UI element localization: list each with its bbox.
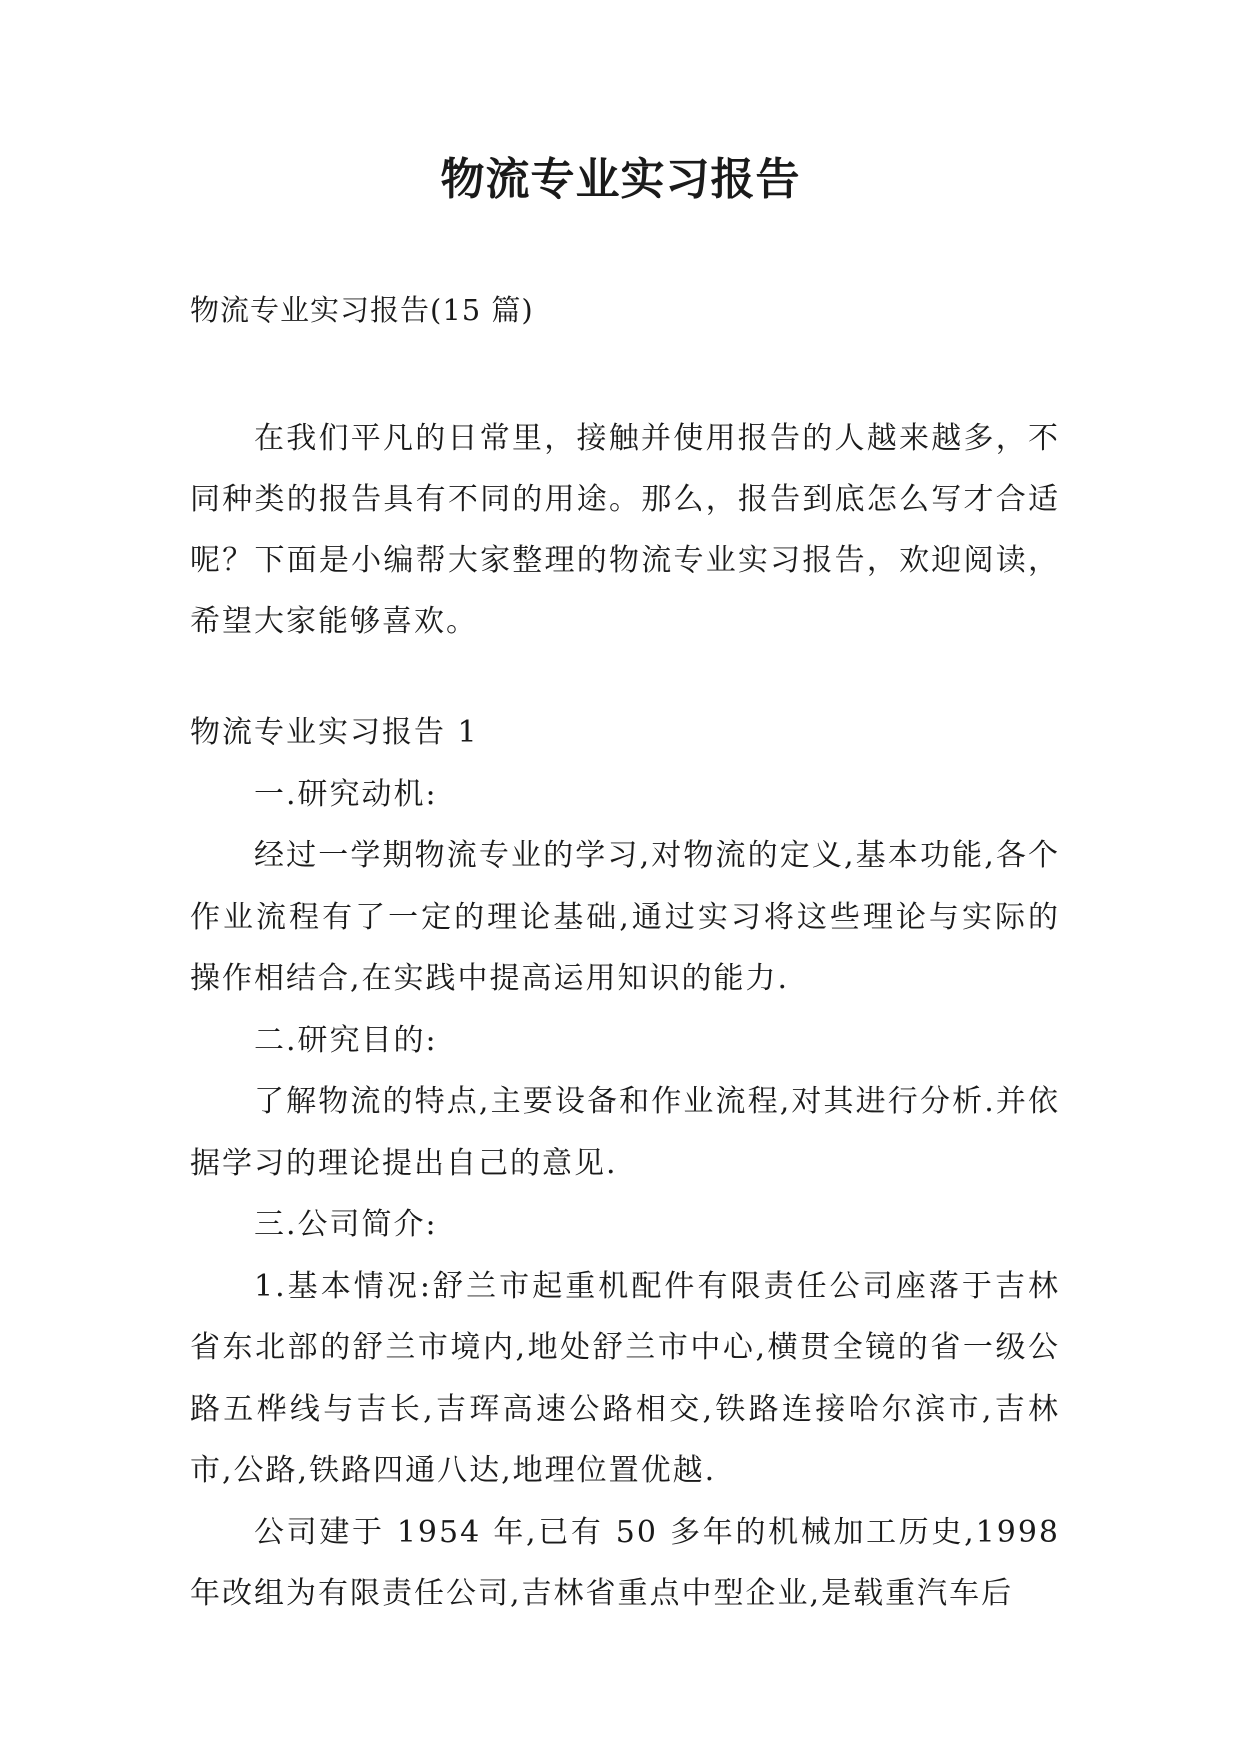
document-subtitle: 物流专业实习报告(15 篇)	[190, 293, 534, 327]
intro-paragraph: 在我们平凡的日常里，接触并使用报告的人越来越多，不同种类的报告具有不同的用途。那么，报告到底怎么写才合适呢？下面是小编帮大家整理的物流专业实习报告，欢迎阅读，希望大家能够喜欢。	[190, 421, 1060, 639]
section-1	[190, 702, 1060, 1625]
motive-heading: 一.研究动机:	[254, 776, 438, 812]
company-heading: 三.公司简介:	[254, 1207, 438, 1242]
document-title: 物流专业实习报告	[440, 154, 801, 205]
company-history-paragraph: 公司建于 1954 年,已有 50 多年的机械加工历史,1998 年改组为有限责任公司,吉林省重点中型企业,是载重汽车后	[190, 1514, 1060, 1611]
intro-block	[190, 408, 1060, 652]
motive-paragraph: 经过一学期物流专业的学习,对物流的定义,基本功能,各个作业流程有了一定的理论基础,通过实习将这些理论与实际的操作相结合,在实践中提高运用知识的能力.	[190, 838, 1060, 996]
section-heading: 物流专业实习报告 1	[190, 715, 479, 750]
company-basic-paragraph: 1.基本情况:舒兰市起重机配件有限责任公司座落于吉林省东北部的舒兰市境内,地处舒兰市中心,横贯全镜的省一级公路五桦线与吉长,吉珲高速公路相交,铁路连接哈尔滨市,吉林市,公路,铁路四通八达,地理位置优越.	[190, 1268, 1060, 1488]
purpose-heading: 二.研究目的:	[254, 1022, 438, 1058]
purpose-paragraph: 了解物流的特点,主要设备和作业流程,对其进行分析.并依据学习的理论提出自己的意见.	[190, 1084, 1060, 1181]
